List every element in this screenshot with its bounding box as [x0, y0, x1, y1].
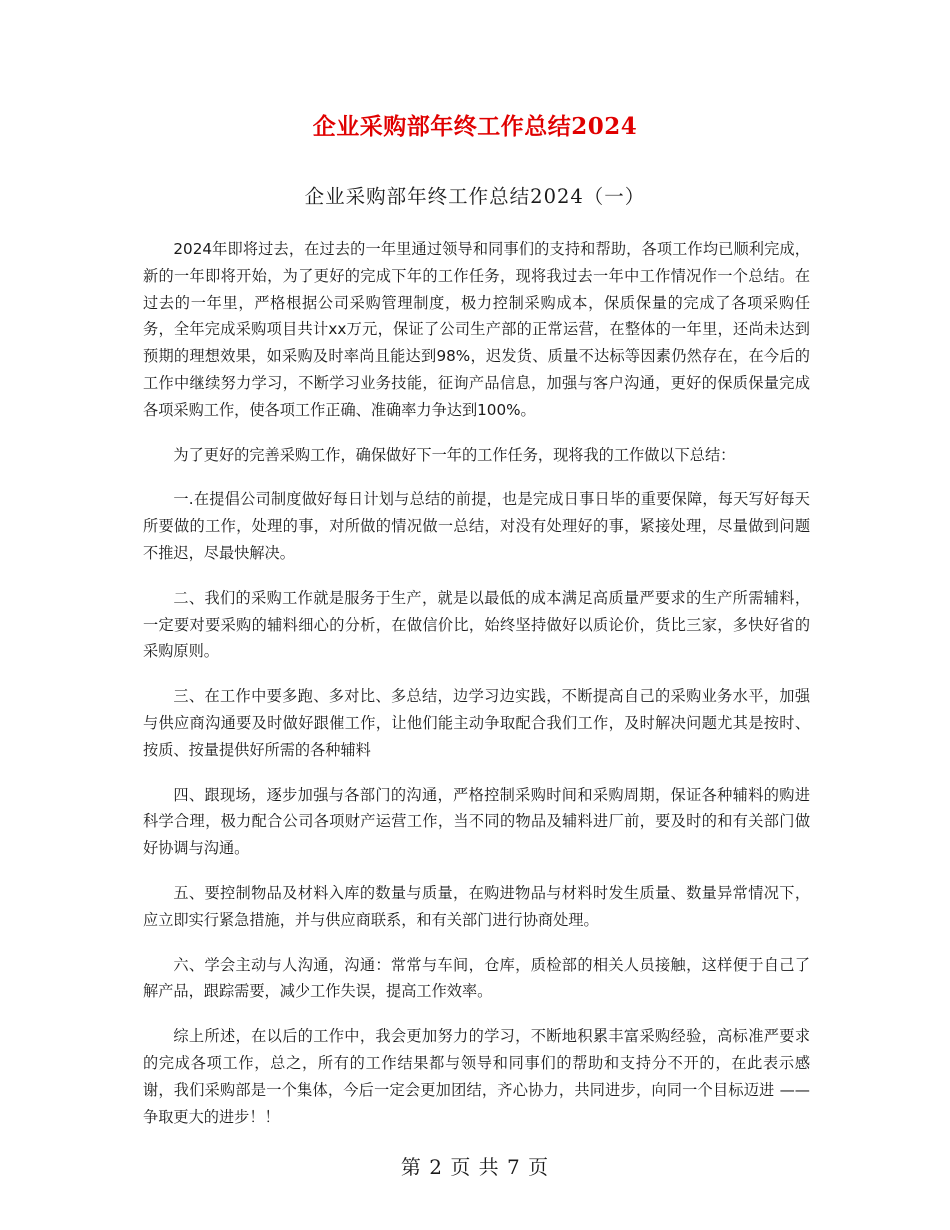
- paragraph-intro: 2024年即将过去，在过去的一年里通过领导和同事们的支持和帮助，各项工作均已顺利完成，新的一年即将开始，为了更好的完成下年的工作任务，现将我过去一年中工作情况作一个总结。在过去的一年里，严格根据公司采购管理制度，极力控制采购成本，保质保量的完成了各项采购任务，全年完成采购项目共计xx万元，保证了公司生产部的正常运营，在整体的一年里，还尚未达到预期的理想效果，如采购及时率尚且能达到98%，迟发货、质量不达标等因素仍然存在，在今后的工作中继续努力学习，不断学习业务技能，征询产品信息，加强与客户沟通，更好的保质保量完成各项采购工作，使各项工作正确、准确率力争达到100%。: [143, 240, 810, 419]
- paragraph-conclusion: 综上所述，在以后的工作中，我会更加努力的学习，不断地积累丰富采购经验，高标准严要求的完成各项工作，总之，所有的工作结果都与领导和同事们的帮助和支持分不开的，在此表示感谢，我们采购部是一个集体，今后一定会更加团结，齐心协力，共同进步，向同一个目标迈进 ——争取更大的进步！！: [143, 1027, 810, 1126]
- section-title: 企业采购部年终工作总结2024（一）: [304, 185, 646, 208]
- paragraph-item-2: 二、我们的采购工作就是服务于生产，就是以最低的成本满足高质量严要求的生产所需辅料，一定要对要采购的辅料细心的分析，在做信价比，始终坚持做好以质论价，货比三家，多快好省的采购原则。: [143, 588, 810, 661]
- paragraph-item-6: 六、学会主动与人沟通，沟通：常常与车间，仓库，质检部的相关人员接触，这样便于自己了解产品，跟踪需要，减少工作失误，提高工作效率。: [143, 955, 810, 1001]
- paragraph-item-5: 五、要控制物品及材料入库的数量与质量，在购进物品与材料时发生质量、数量异常情况下，应立即实行紧急措施，并与供应商联系，和有关部门进行协商处理。: [143, 883, 810, 929]
- paragraph-item-3: 三、在工作中要多跑、多对比、多总结，边学习边实践，不断提高自己的采购业务水平，加强与供应商沟通要及时做好跟催工作，让他们能主动争取配合我们工作，及时解决问题尤其是按时、按质、按量提供好所需的各种辅料: [143, 687, 810, 759]
- document-title: 企业采购部年终工作总结2024: [312, 113, 638, 140]
- page-footer: [0, 1151, 950, 1180]
- document-body: [143, 236, 810, 1148]
- paragraph-summary-lead: 为了更好的完善采购工作，确保做好下一年的工作任务，现将我的工作做以下总结：: [173, 445, 736, 464]
- paragraph-item-4: 四、跟现场，逐步加强与各部门的沟通，严格控制采购时间和采购周期，保证各种辅料的购进科学合理，极力配合公司各项财产运营工作，当不同的物品及辅料进厂前，要及时的和有关部门做好协调与沟通。: [143, 785, 810, 858]
- page-number-label: 第 2 页 共 7 页: [400, 1155, 550, 1179]
- paragraph-item-1: 一.在提倡公司制度做好每日计划与总结的前提，也是完成日事日毕的重要保障，每天写好每天所要做的工作，处理的事，对所做的情况做一总结，对没有处理好的事，紧接处理，尽量做到问题不推迟，尽最快解决。: [143, 490, 810, 562]
